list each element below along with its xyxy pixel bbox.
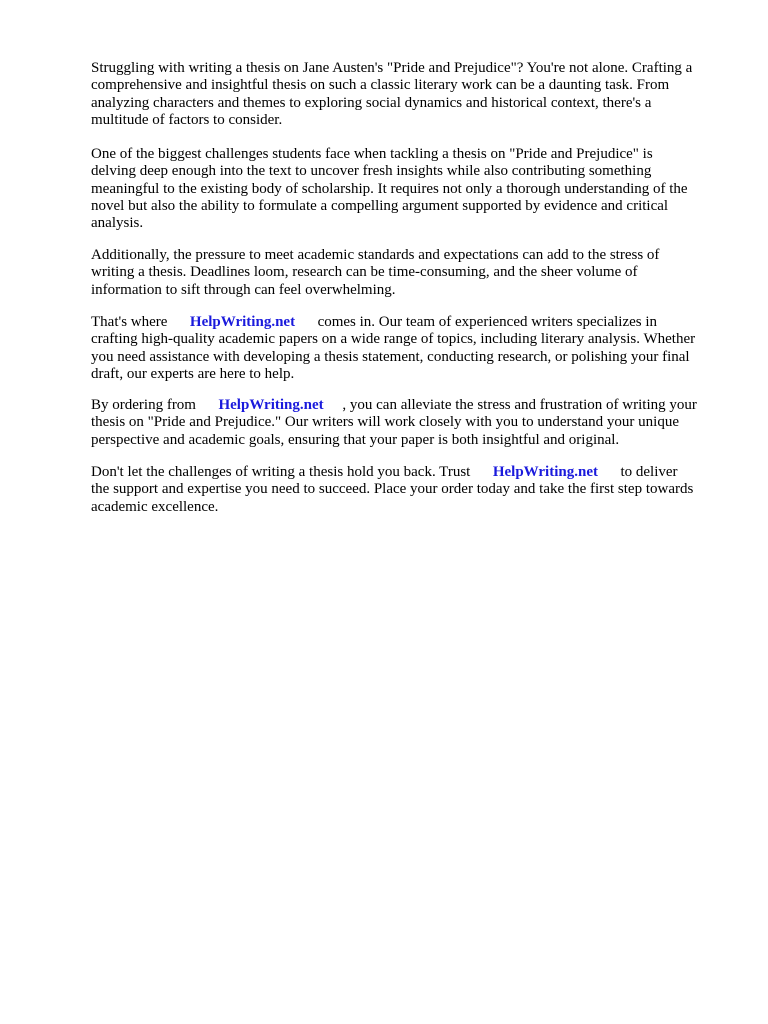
paragraph-pressure [91,247,659,299]
paragraph-closing [91,464,693,516]
paragraph-challenges [91,146,688,232]
helpwriting-link[interactable]: HelpWriting.net [218,397,324,413]
text-line: thesis on "Pride and Prejudice." Our writers will work closely with you to understand your unique [91,414,679,431]
text-line: the support and expertise you need to succeed. Place your order today and take the first step towards [91,481,694,498]
text-fragment: By ordering from [91,397,219,413]
text-line: Additionally, the pressure to meet academic standards and expectations can add to the stress of [91,247,660,263]
helpwriting-link[interactable]: HelpWriting.net [492,464,598,480]
text-line: analysis. [91,215,144,232]
text-fragment: , you can alleviate the stress and frustration of writing your [323,397,697,413]
text-line: delving deep enough into the text to uncover fresh insights while also contributing something [91,163,652,180]
paragraph-intro [91,60,692,129]
paragraph-ordering [91,397,697,449]
text-line: writing a thesis. Deadlines loom, research can be time-consuming, and the sheer volume of [91,264,638,281]
text-line: academic excellence. [91,498,219,515]
text-fragment: to deliver [597,464,678,480]
text-line: you need assistance with developing a thesis statement, conducting research, or polishing your final [91,348,690,365]
text-fragment: That's where [91,314,190,330]
text-line: crafting high-quality academic papers on a wide range of topics, including literary analysis. Whether [91,331,696,348]
paragraph-service [91,314,695,383]
text-line: novel but also the ability to formulate a compelling argument supported by evidence and critical [91,197,669,214]
text-line: draft, our experts are here to help. [91,365,295,382]
text-line: analyzing characters and themes to exploring social dynamics and historical context, there's a [91,94,652,111]
text-line: information to sift through can feel overwhelming. [91,281,396,298]
text-line: perspective and academic goals, ensuring that your paper is both insightful and original. [91,431,620,448]
helpwriting-link[interactable]: HelpWriting.net [189,314,296,330]
text-line: comprehensive and insightful thesis on such a classic literary work can be a daunting task. From [91,77,670,94]
text-line: meaningful to the existing body of scholarship. It requires not only a thorough understanding of the [91,180,688,197]
text-line: One of the biggest challenges students face when tackling a thesis on "Pride and Prejudice" is [91,146,653,162]
text-fragment: comes in. Our team of experienced writers specializes in [295,314,658,330]
text-fragment: Don't let the challenges of writing a thesis hold you back. Trust [91,464,493,480]
text-line: multitude of factors to consider. [91,111,283,128]
text-line: Struggling with writing a thesis on Jane Austen's "Pride and Prejudice"? You're not alone. Crafting a [91,60,693,76]
